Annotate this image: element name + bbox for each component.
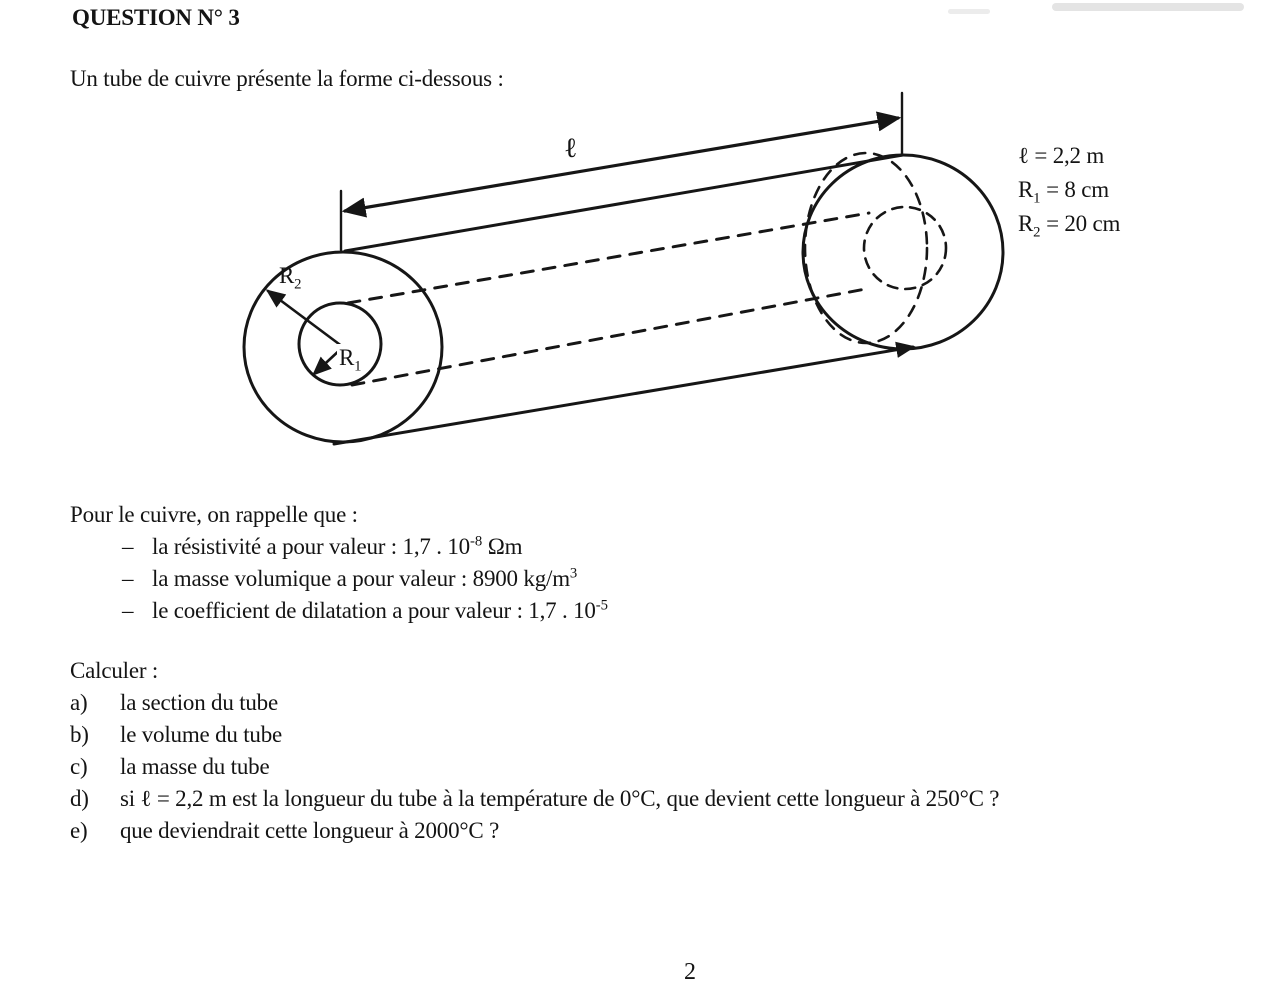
dash-bullet: – [122,534,134,559]
question-text: si ℓ = 2,2 m est la longueur du tube à la température de 0°C, que devient cette longueur à 250°C ? [120,786,1000,811]
reminder-item-text: le coefficient de dilatation a pour valeur : 1,7 . $10^{-5}$ [152,597,608,623]
given-length: ℓ = 2,2 m [1018,143,1105,168]
reminder-item [70,531,608,563]
question-text: le volume du tube [120,722,283,747]
question-item [70,783,999,815]
question-item [70,687,999,719]
intro-text: Un tube de cuivre présente la forme ci-dessous : [70,66,504,91]
question-item [70,751,999,783]
question-letter: a) [70,690,88,715]
given-values-block [1018,139,1120,241]
given-inner-radius: $R_1 = 8$ cm [1018,177,1109,207]
length-dimension-label: ℓ [564,133,578,164]
questions-section [70,655,999,847]
reminder-header: Pour le cuivre, on rappelle que : [70,502,358,527]
question-text: la masse du tube [120,754,270,779]
question-item [70,815,999,847]
length-dimension-arrow [345,118,898,211]
question-letter: b) [70,722,89,747]
question-letter: e) [70,818,88,843]
reminder-item [70,563,608,595]
tube-bottom-edge [334,347,913,444]
question-title: QUESTION N° 3 [72,5,240,30]
inner-radius-label: $R_1$ [339,345,362,375]
question-text: la section du tube [120,690,278,715]
reminder-item [70,595,608,627]
inner-hole-hidden-bottom-edge [352,288,871,385]
given-outer-radius: $R_2 = 20$ cm [1018,211,1121,241]
reminder-item-text: la résistivité a pour valeur : 1,7 . $10^{-8}$ Ωm [152,533,523,559]
tube-top-edge [345,155,903,251]
question-letter: c) [70,754,88,779]
scan-artifact [1052,3,1244,11]
question-text: que deviendrait cette longueur à 2000°C ? [120,818,500,843]
reminder-section [70,499,608,627]
page-number: 2 [684,959,696,985]
questions-header: Calculer : [70,658,159,683]
right-face-hidden-hole [864,207,946,289]
scan-artifact [948,9,990,14]
outer-radius-label: $R_2$ [279,263,302,293]
outer-radius-arrow [268,291,343,347]
dash-bullet: – [122,566,134,591]
inner-hole-hidden-top-edge [348,213,869,303]
dash-bullet: – [122,598,134,623]
right-face-hidden-rim [805,153,927,343]
question-item [70,719,999,751]
right-face-outer-circle [803,155,1003,349]
question-letter: d) [70,786,89,811]
reminder-item-text: la masse volumique a pour valeur : 8900 $kg/m^3$ [152,565,578,591]
